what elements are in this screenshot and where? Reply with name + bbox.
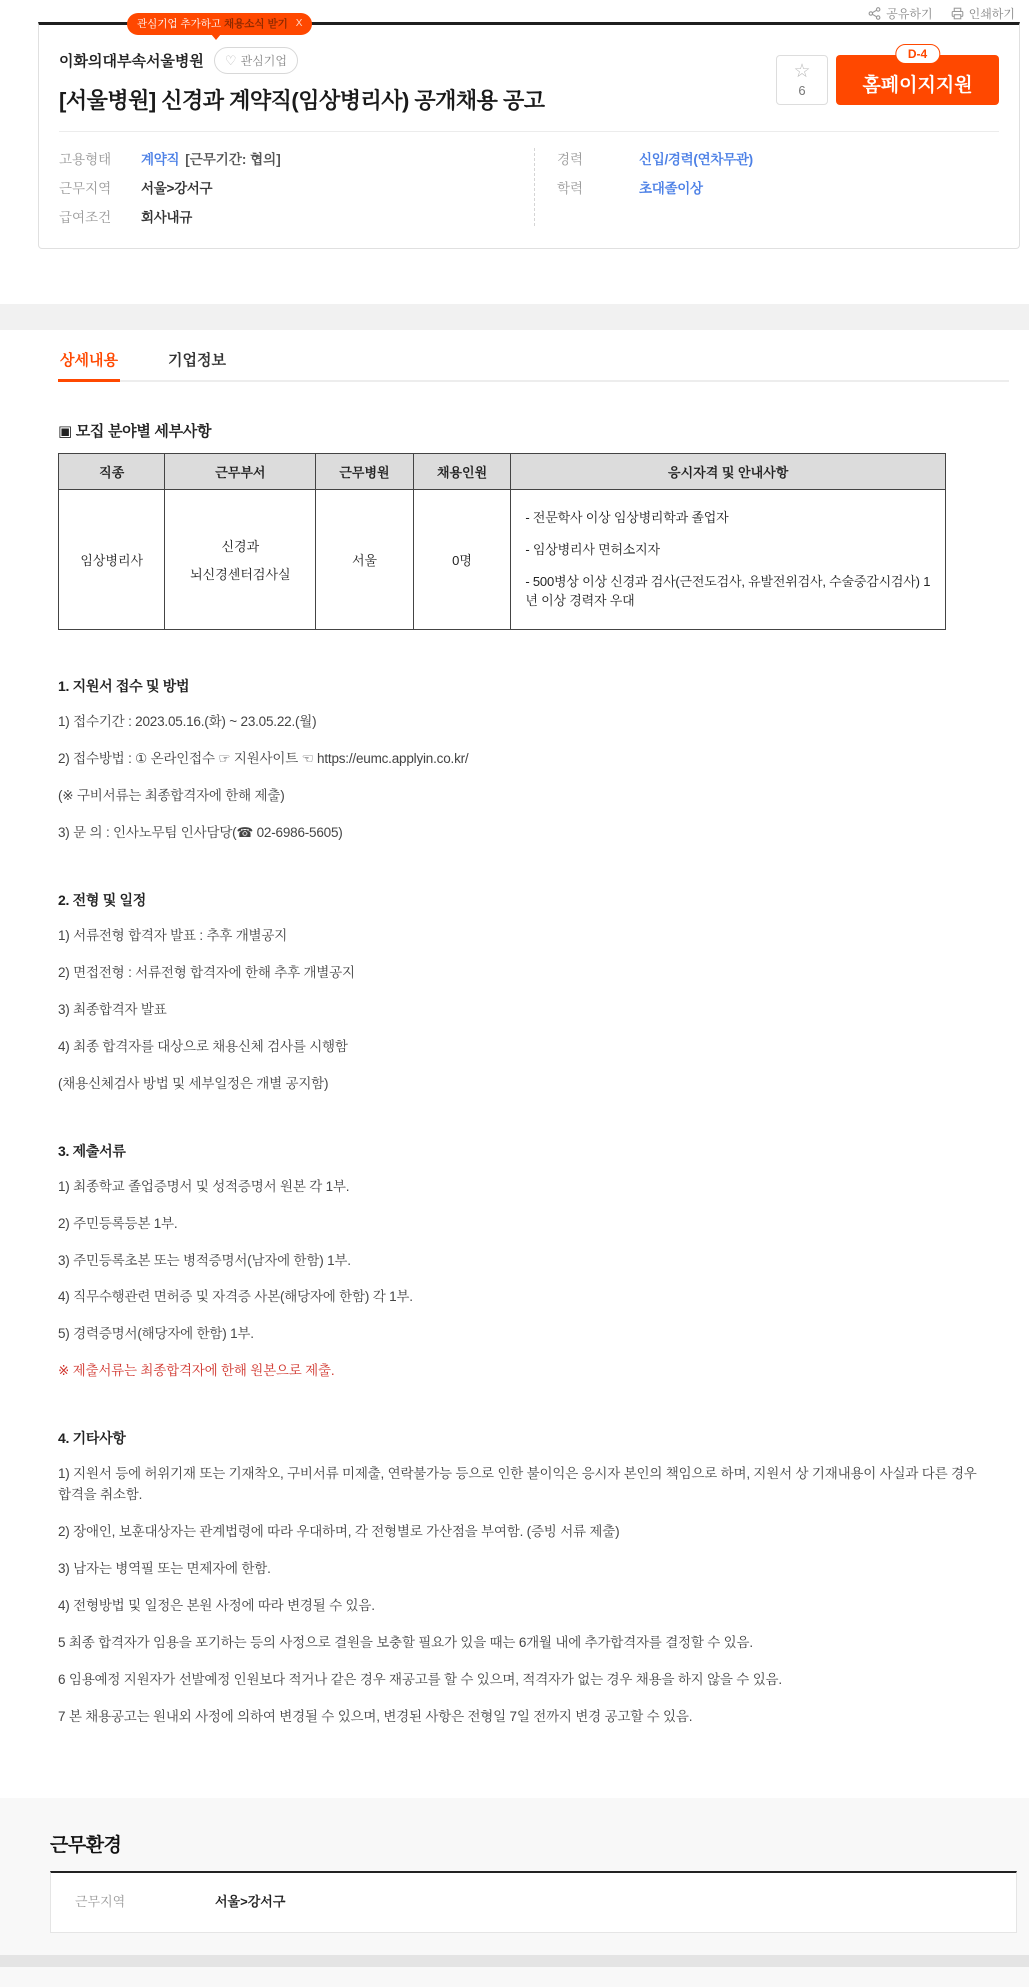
- share-button[interactable]: [868, 5, 932, 22]
- tooltip-close-button[interactable]: X: [295, 18, 303, 29]
- card-divider: [59, 131, 999, 132]
- share-label: 공유하기: [886, 7, 933, 21]
- tooltip-text: 관심기업 추가하고: [137, 18, 222, 30]
- work-env-row: [75, 1891, 992, 1910]
- notice-line: 7 본 채용공고는 원내외 사정에 의하여 변경될 수 있으며, 변경된 사항은 전형일 7일 전까지 변경 공고할 수 있음.: [58, 1708, 693, 1724]
- share-icon: [868, 7, 881, 20]
- notice-line: 5 최종 합격자가 임용을 포기하는 등의 사정으로 결원을 보충할 필요가 있을 때는 6개월 내에 추가합격자를 결정할 수 있음.: [58, 1634, 753, 1650]
- job-info-label: 근무지역: [59, 181, 112, 196]
- notice-line: 1) 최종학교 졸업증명서 및 성적증명서 원본 각 1부.: [58, 1178, 350, 1194]
- scrap-button[interactable]: [776, 55, 828, 105]
- department-line1: 신경과: [221, 539, 260, 555]
- notice-line: 3) 최종합격자 발표: [58, 1001, 167, 1017]
- recruit-table-header: 응시자격 및 안내사항: [511, 454, 946, 490]
- job-info-row: [59, 148, 534, 168]
- heart-icon: ♡: [224, 52, 237, 68]
- detail-tabs: [58, 330, 1009, 382]
- job-info-value: 서울>강서구: [141, 181, 213, 196]
- notice-section-title: 1. 지원서 접수 및 방법: [58, 678, 190, 695]
- job-info-left-column: [59, 148, 534, 226]
- notice-section: [58, 890, 990, 1095]
- work-env-label: 근무지역: [75, 1893, 126, 1909]
- qualification-item: - 임상병리사 면허소지자: [525, 541, 660, 557]
- job-info-row: [59, 177, 534, 197]
- scrap-count: 6: [798, 83, 806, 98]
- work-env-box: [50, 1871, 1017, 1933]
- tab-detail-content[interactable]: 상세내용: [58, 340, 120, 382]
- detail-content: [58, 420, 990, 1728]
- notice-line: (채용신체검사 방법 및 세부일정은 개별 공지함): [58, 1075, 329, 1091]
- notice-line: 2) 면접전형 : 서류전형 합격자에 한해 추후 개별공지: [58, 964, 355, 980]
- job-info-right-column: [534, 148, 999, 226]
- notice-line: 6 임용예정 지원자가 선발예정 인원보다 적거나 같은 경우 재공고를 할 수 있으며, 적격자가 없는 경우 채용을 하지 않을 수 있음.: [58, 1671, 782, 1687]
- notice-section: [58, 1428, 990, 1727]
- job-info-row: [557, 148, 999, 168]
- notice-section: [58, 1141, 990, 1383]
- notice-line: (※ 구비서류는 최종합격자에 한해 제출): [58, 788, 285, 804]
- notice-line: 3) 남자는 병역필 또는 면제자에 한함.: [58, 1560, 271, 1576]
- tab-company-info[interactable]: 기업정보: [167, 352, 226, 369]
- dday-badge: D-4: [895, 44, 940, 64]
- recruit-table: [58, 453, 946, 630]
- recruit-table-row: [59, 490, 946, 630]
- notice-line: 2) 접수방법 : ① 온라인접수 ☞ 지원사이트 ☜ https://eumc.applyin.co.kr/: [58, 751, 469, 767]
- company-name[interactable]: 이화의대부속서울병원: [59, 53, 204, 70]
- notice-section-title: 4. 기타사항: [58, 1430, 126, 1447]
- print-button[interactable]: [951, 5, 1015, 22]
- notice-line: 4) 직무수행관련 면허증 및 자격증 사본(해당자에 한함) 각 1부.: [58, 1289, 413, 1305]
- section-divider-strip: [0, 304, 1029, 330]
- job-info-value: 초대졸이상: [639, 181, 703, 196]
- notice-line: 3) 주민등록초본 또는 병적증명서(남자에 한함) 1부.: [58, 1252, 351, 1268]
- job-info-value: 계약직: [141, 152, 180, 167]
- notice-line: 1) 지원서 등에 허위기재 또는 기재착오, 구비서류 미제출, 연락불가능 등으로 인한 불이익은 응시자 본인의 책임으로 하며, 지원서 상 기재내용이 사실과 다른 경우 합격을 취소함.: [58, 1466, 977, 1503]
- favorite-company-button[interactable]: [214, 47, 298, 74]
- recruit-table-header-row: [59, 454, 946, 490]
- recruit-table-header: 채용인원: [413, 454, 511, 490]
- job-summary-card: [38, 18, 1020, 249]
- recruit-section-heading: ▣ 모집 분야별 세부사항: [58, 423, 212, 440]
- notice-sections: [58, 676, 990, 1727]
- work-env-heading: 근무환경: [50, 1834, 122, 1856]
- recruit-table-header: 근무병원: [316, 454, 414, 490]
- favorite-tooltip: [127, 13, 312, 35]
- job-info-row: [59, 206, 534, 226]
- notice-line: 2) 장애인, 보훈대상자는 관계법령에 따라 우대하며, 각 전형별로 가산점을 부여함. (증빙 서류 제출): [58, 1524, 620, 1540]
- cell-job-type: 임상병리사: [59, 490, 165, 630]
- recruit-table-header: 직종: [59, 454, 165, 490]
- job-info-label: 급여조건: [59, 210, 112, 225]
- cell-department: [165, 490, 316, 630]
- tooltip-emphasis: 채용소식 받기: [223, 18, 288, 30]
- notice-section: [58, 676, 990, 844]
- job-info-value: 신입/경력(연차무관): [639, 152, 753, 167]
- notice-section-title: 2. 전형 및 일정: [58, 892, 146, 909]
- job-info-label: 고용형태: [59, 152, 112, 167]
- job-info-label: 학력: [557, 181, 584, 196]
- notice-section-title: 3. 제출서류: [58, 1142, 126, 1159]
- recruit-table-header: 근무부서: [165, 454, 316, 490]
- notice-line: 4) 전형방법 및 일정은 본원 사정에 따라 변경될 수 있음.: [58, 1597, 375, 1613]
- print-icon: [951, 7, 964, 20]
- page-bottom-bar: [0, 1955, 1029, 1967]
- work-env-section: [0, 1798, 1029, 1987]
- cell-qualifications: [511, 490, 946, 630]
- favorite-company-label: 관심기업: [240, 54, 287, 68]
- cell-hospital: 서울: [316, 490, 414, 630]
- job-info-value: 회사내규: [141, 210, 192, 225]
- notice-line: 3) 문 의 : 인사노무팀 인사담당(☎ 02-6986-5605): [58, 825, 343, 841]
- homepage-apply-button[interactable]: 홈페이지지원: [836, 55, 999, 105]
- notice-line: 2) 주민등록등본 1부.: [58, 1215, 178, 1231]
- print-label: 인쇄하기: [968, 7, 1015, 21]
- work-env-value: 서울>강서구: [215, 1893, 286, 1909]
- job-info-row: [557, 177, 999, 197]
- qualification-item: - 전문학사 이상 임상병리학과 졸업자: [525, 510, 729, 525]
- notice-line: 1) 서류전형 합격자 발표 : 추후 개별공지: [58, 928, 288, 944]
- notice-line: 1) 접수기간 : 2023.05.16.(화) ~ 23.05.22.(월): [58, 714, 317, 730]
- star-icon: ☆: [793, 61, 811, 82]
- notice-line: ※ 제출서류는 최종합격자에 한해 원본으로 제출.: [58, 1363, 335, 1379]
- department-line2: 뇌신경센터검사실: [190, 567, 291, 583]
- job-info-grid: [59, 148, 999, 226]
- job-title: [서울병원] 신경과 계약직(임상병리사) 공개채용 공고: [59, 88, 545, 113]
- job-info-label: 경력: [557, 152, 584, 167]
- qualification-item: - 500병상 이상 신경과 검사(근전도검사, 유발전위검사, 수술중감시검사) 1년 이상 경력자 우대: [525, 573, 931, 608]
- notice-line: 5) 경력증명서(해당자에 한함) 1부.: [58, 1326, 254, 1342]
- notice-line: 4) 최종 합격자를 대상으로 채용신체 검사를 시행함: [58, 1038, 348, 1054]
- job-info-extra: [근무기간: 협의]: [185, 152, 281, 167]
- cell-headcount: 0명: [413, 490, 511, 630]
